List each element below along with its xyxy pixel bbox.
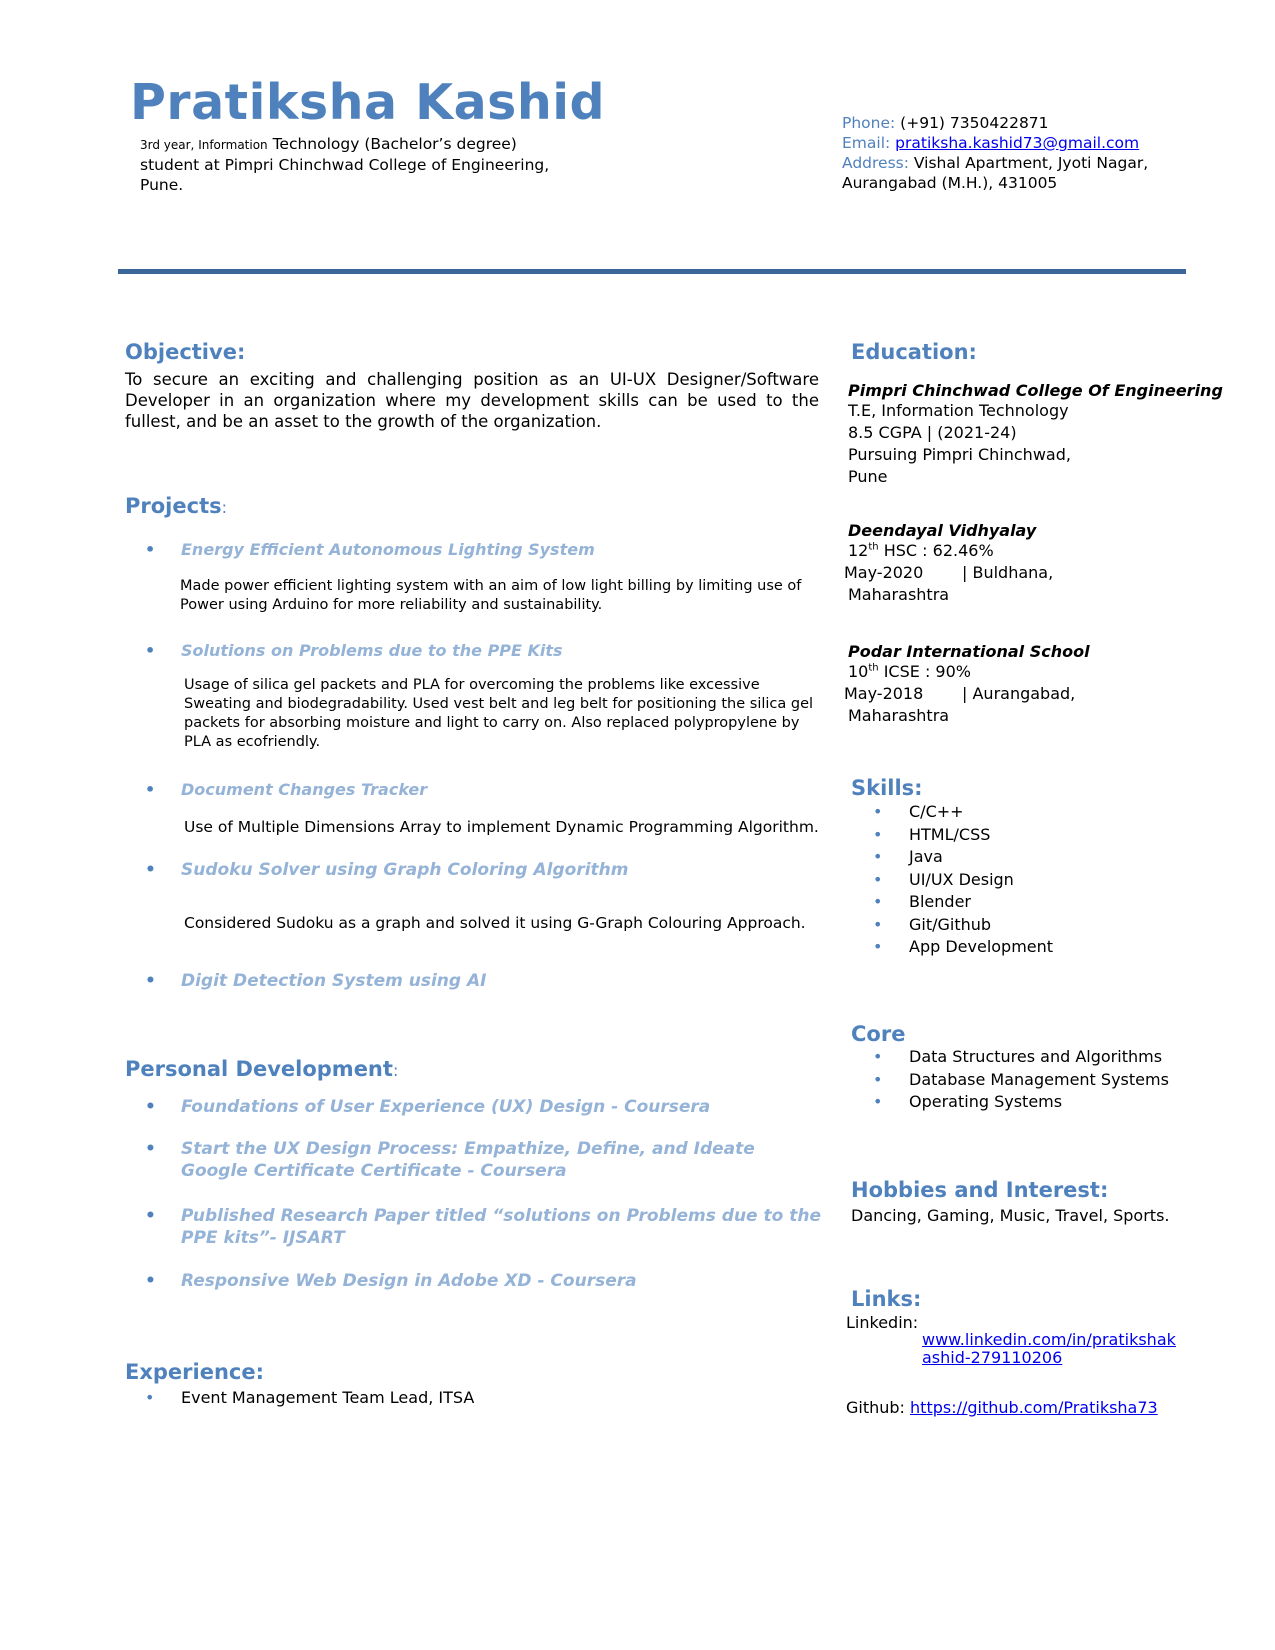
grade-number: 10: [848, 662, 869, 681]
project-description: Made power efficient lighting system with an aim of low light billing by limiting use of Power using Arduino for more reliability and sustainability.: [180, 578, 802, 613]
hobbies-heading: Hobbies and Interest:: [851, 1178, 1109, 1202]
objective-text: To secure an exciting and challenging position as an UI-UX Designer/Software Developer in an organization where my development skills can be used to the fullest, and be an asset to the growth of the organization.: [125, 370, 819, 431]
links-heading: Links:: [851, 1287, 922, 1311]
github-line: [846, 1397, 1158, 1418]
linkedin-link-line-2: ashid-279110206: [922, 1348, 1063, 1367]
education-place: | Aurangabad,: [962, 684, 1076, 703]
education-date-line: [844, 683, 1090, 705]
objective-heading: Objective:: [125, 340, 246, 364]
education-school: Pimpri Chinchwad College Of Engineering: [848, 381, 1223, 400]
personal-development-heading-colon: :: [392, 1061, 399, 1080]
email-label: Email:: [842, 134, 891, 152]
project-title: • Digit Detection System using AI: [181, 971, 486, 991]
email-link[interactable]: pratiksha.kashid73@gmail.com: [895, 134, 1140, 152]
list-item: • App Development: [909, 936, 1053, 959]
project-description: Use of Multiple Dimensions Array to implement Dynamic Programming Algorithm.: [184, 818, 819, 836]
projects-heading-colon: :: [221, 498, 227, 517]
education-line: Pune: [848, 467, 888, 486]
phone-value: (+91) 7350422871: [895, 114, 1049, 132]
grade-text: ICSE : 90%: [878, 662, 971, 681]
education-line: Maharashtra: [848, 585, 950, 604]
project-title: • Document Changes Tracker: [181, 780, 427, 799]
education-entry: [844, 521, 1054, 606]
header-divider: [118, 269, 1186, 274]
candidate-name: Pratiksha Kashid: [130, 74, 606, 131]
education-line: T.E, Information Technology: [848, 401, 1069, 420]
grade-suffix: th: [868, 662, 879, 674]
education-place: | Buldhana,: [962, 563, 1054, 582]
core-list: [909, 1046, 1169, 1114]
projects-heading-text: Projects: [125, 494, 222, 518]
linkedin-link[interactable]: [922, 1331, 1176, 1367]
linkedin-label: Linkedin:: [846, 1313, 919, 1332]
personal-development-heading-text: Personal Development: [125, 1057, 393, 1081]
education-line: 8.5 CGPA | (2021-24): [848, 423, 1017, 442]
github-link[interactable]: https://github.com/Pratiksha73: [910, 1398, 1158, 1417]
core-heading: Core: [851, 1022, 906, 1046]
github-label: Github:: [846, 1398, 911, 1417]
education-date-line: [844, 562, 1053, 584]
hobbies-text: Dancing, Gaming, Music, Travel, Sports.: [851, 1206, 1170, 1225]
email-line: [842, 133, 1148, 153]
list-item: • HTML/CSS: [909, 824, 1053, 847]
grade-number: 12: [848, 541, 869, 560]
phone-label: Phone:: [842, 114, 896, 132]
education-date: May-2018: [844, 684, 924, 703]
education-grade: [848, 540, 1053, 562]
education-date: May-2020: [844, 563, 924, 582]
list-item: • Blender: [909, 891, 1053, 914]
project-title: • Solutions on Problems due to the PPE Kits: [181, 641, 563, 660]
grade-text: HSC : 62.46%: [878, 541, 994, 560]
project-description: Usage of silica gel packets and PLA for overcoming the problems like excessive Sweating and biodegradability. Used vest belt and leg belt for positioning the silica gel packets for absorbing moisture and light to carry on. Also replaced polypropylene by PLA as ecofriendly.: [184, 677, 814, 750]
education-heading: Education:: [851, 340, 977, 364]
address-line-2: Aurangabad (M.H.), 431005: [842, 174, 1058, 192]
skills-list: [909, 801, 1053, 959]
project-title: • Energy Efficient Autonomous Lighting System: [181, 540, 595, 559]
address-line: [842, 153, 1148, 173]
list-item: • Database Management Systems: [909, 1069, 1169, 1092]
subtitle-text: Technology (Bachelor’s degree) student at Pimpri Chinchwad College of Engineering, Pune.: [140, 135, 550, 194]
experience-item: • Event Management Team Lead, ITSA: [181, 1388, 474, 1407]
personal-development-item: • Published Research Paper titled “solutions on Problems due to the PPE kits”- IJSART: [181, 1205, 821, 1249]
education-school: Podar International School: [848, 642, 1090, 661]
candidate-subtitle: [140, 134, 580, 195]
contact-block: [842, 113, 1148, 193]
subtitle-small-text: 3rd year, Information: [140, 138, 268, 152]
education-school: Deendayal Vidhyalay: [848, 521, 1037, 540]
project-title: • Sudoku Solver using Graph Coloring Algorithm: [181, 860, 628, 880]
experience-heading: Experience:: [125, 1360, 265, 1384]
list-item: • Git/Github: [909, 914, 1053, 937]
education-line: Maharashtra: [848, 706, 950, 725]
project-description: Considered Sudoku as a graph and solved it using G-Graph Colouring Approach.: [184, 914, 806, 932]
list-item: • Java: [909, 846, 1053, 869]
projects-heading: [125, 494, 227, 518]
personal-development-item: • Start the UX Design Process: Empathize, Define, and Ideate Google Certificate Certificate - Coursera: [181, 1138, 801, 1182]
education-entry: [844, 642, 1090, 727]
personal-development-item: • Foundations of User Experience (UX) Design - Coursera: [181, 1096, 710, 1118]
list-item: • Operating Systems: [909, 1091, 1169, 1114]
personal-development-item: • Responsive Web Design in Adobe XD - Coursera: [181, 1270, 637, 1292]
personal-development-heading: [125, 1057, 398, 1081]
list-item: • UI/UX Design: [909, 869, 1053, 892]
linkedin-link-line-1: www.linkedin.com/in/pratikshak: [922, 1330, 1176, 1349]
skills-heading: Skills:: [851, 776, 923, 800]
education-line: Pursuing Pimpri Chinchwad,: [848, 445, 1071, 464]
phone-line: [842, 113, 1148, 133]
grade-suffix: th: [868, 541, 879, 553]
list-item: • C/C++: [909, 801, 1053, 824]
education-entry: [848, 381, 1223, 488]
address-value-1: Vishal Apartment, Jyoti Nagar,: [908, 154, 1149, 172]
list-item: • Data Structures and Algorithms: [909, 1046, 1169, 1069]
education-grade: [848, 661, 1090, 683]
address-label: Address:: [842, 154, 909, 172]
